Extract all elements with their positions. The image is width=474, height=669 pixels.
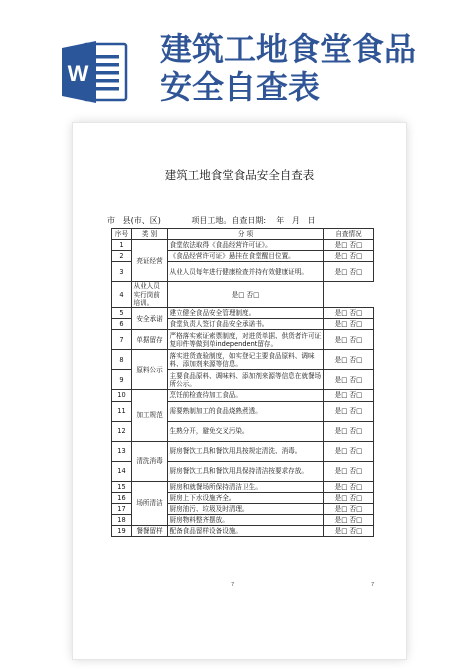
check-status-cell[interactable]: 是□ 否□	[168, 282, 324, 308]
table-row	[112, 526, 374, 537]
row-number: 11	[112, 401, 132, 421]
header-status: 自查情况	[324, 229, 374, 240]
word-document-icon	[62, 38, 128, 106]
banner-title-line1: 建筑工地食堂食品	[160, 30, 417, 68]
check-status-cell[interactable]: 是□ 否□	[324, 526, 374, 537]
table-row	[112, 240, 374, 251]
item-cell: 从业人员每年进行健康检查并持有效健康证明。	[168, 262, 324, 282]
row-number: 13	[112, 441, 132, 461]
check-status-cell[interactable]: 是□ 否□	[324, 461, 374, 481]
page-mark: 7	[231, 582, 235, 588]
check-status-cell[interactable]: 是□ 否□	[324, 240, 374, 251]
app-letter: W	[67, 61, 89, 86]
header-category: 类 别	[132, 229, 168, 240]
check-status-cell[interactable]: 是□ 否□	[324, 503, 374, 514]
item-cell: 厨房餐饮工具和餐饮用具保持清洁按要求存放。	[168, 461, 324, 481]
row-number: 14	[112, 461, 132, 481]
row-number: 2	[112, 251, 132, 262]
item-cell: 建立健全食品安全管理制度。	[168, 307, 324, 318]
document-title: 建筑工地食堂食品安全自查表	[164, 168, 315, 182]
check-status-cell[interactable]: 是□ 否□	[324, 370, 374, 390]
category-cell: 单据留存	[132, 330, 168, 350]
page-mark: 7	[371, 582, 375, 588]
item-cell: 严格落实索证索票制度，对进货单据、供货者许可证复印件等做到单independent留存。	[168, 330, 324, 350]
check-status-cell[interactable]: 是□ 否□	[324, 330, 374, 350]
check-status-cell[interactable]: 是□ 否□	[324, 492, 374, 503]
row-number: 3	[112, 262, 132, 282]
row-number: 17	[112, 503, 132, 514]
document-meta-row: 市 县(市、区) 项目工地。自查日期: 年 月 日	[107, 216, 316, 225]
category-cell: 原料公示	[132, 350, 168, 390]
row-number: 5	[112, 307, 132, 318]
item-cell: 配备食品留样设备设施。	[168, 526, 324, 537]
row-number: 16	[112, 492, 132, 503]
row-number: 6	[112, 319, 132, 330]
item-cell: 厨房餐饮工具和餐饮用具按规定清洗、消毒。	[168, 441, 324, 461]
row-number: 4	[112, 282, 132, 308]
item-cell: 落实进货查验制度，如实登记主要食品原料、调味料、添加剂来源等信息。	[168, 350, 324, 370]
row-number: 18	[112, 515, 132, 526]
item-cell: 厨房油污、垃圾及时清理。	[168, 503, 324, 514]
banner-title	[160, 30, 416, 106]
row-number: 8	[112, 350, 132, 370]
check-status-cell[interactable]: 是□ 否□	[324, 319, 374, 330]
table-header-row	[112, 229, 374, 240]
check-status-cell[interactable]: 是□ 否□	[324, 251, 374, 262]
table-row	[112, 282, 374, 308]
item-cell: 厨房物料整齐摆放。	[168, 515, 324, 526]
item-cell: 需要熟制加工的食品烧熟煮透。	[168, 401, 324, 421]
table-row	[112, 330, 374, 350]
item-cell: 生熟分开，避免交叉污染。	[168, 421, 324, 441]
check-status-cell[interactable]: 是□ 否□	[324, 350, 374, 370]
table-row	[112, 350, 374, 370]
item-cell: 食堂依法取得《食品经营许可证》。	[168, 240, 324, 251]
check-status-cell[interactable]: 是□ 否□	[324, 390, 374, 401]
banner-title-line2: 安全自查表	[160, 68, 321, 106]
category-cell: 亮证经营	[132, 240, 168, 282]
category-cell: 清洗消毒	[132, 441, 168, 481]
item-cell: 《食品经营许可证》悬挂在食堂醒目位置。	[168, 251, 324, 262]
row-number: 12	[112, 421, 132, 441]
check-status-cell[interactable]: 是□ 否□	[324, 421, 374, 441]
table-row	[112, 307, 374, 318]
row-number: 15	[112, 481, 132, 492]
item-cell: 从业人员实行岗前培训。	[132, 282, 168, 308]
check-status-cell[interactable]: 是□ 否□	[324, 401, 374, 421]
table-row	[112, 441, 374, 461]
header-number: 序号	[112, 229, 132, 240]
category-cell: 场所清洁	[132, 481, 168, 526]
category-cell: 安全承诺	[132, 307, 168, 329]
check-status-cell[interactable]: 是□ 否□	[324, 307, 374, 318]
check-status-cell[interactable]: 是□ 否□	[324, 262, 374, 282]
check-status-cell[interactable]: 是□ 否□	[324, 515, 374, 526]
row-number: 7	[112, 330, 132, 350]
table-row	[112, 481, 374, 492]
row-number: 10	[112, 390, 132, 401]
check-status-cell[interactable]: 是□ 否□	[324, 481, 374, 492]
self-check-table	[111, 228, 374, 537]
row-number: 9	[112, 370, 132, 390]
header-item: 分 项	[168, 229, 324, 240]
row-number: 1	[112, 240, 132, 251]
category-cell: 加工规范	[132, 390, 168, 441]
document-page	[73, 123, 406, 659]
check-status-cell[interactable]: 是□ 否□	[324, 441, 374, 461]
item-cell: 厨房上下水设施齐全。	[168, 492, 324, 503]
row-number: 19	[112, 526, 132, 537]
item-cell: 烹饪前检查待加工食品。	[168, 390, 324, 401]
table-row	[112, 390, 374, 401]
item-cell: 主要食品原料、调味料、添加剂来源等信息在就餐场所公示。	[168, 370, 324, 390]
category-cell: 餐餐留样	[132, 526, 168, 537]
item-cell: 食堂负责人签订食品安全承诺书。	[168, 319, 324, 330]
item-cell: 厨房和就餐场所保持清洁卫生。	[168, 481, 324, 492]
